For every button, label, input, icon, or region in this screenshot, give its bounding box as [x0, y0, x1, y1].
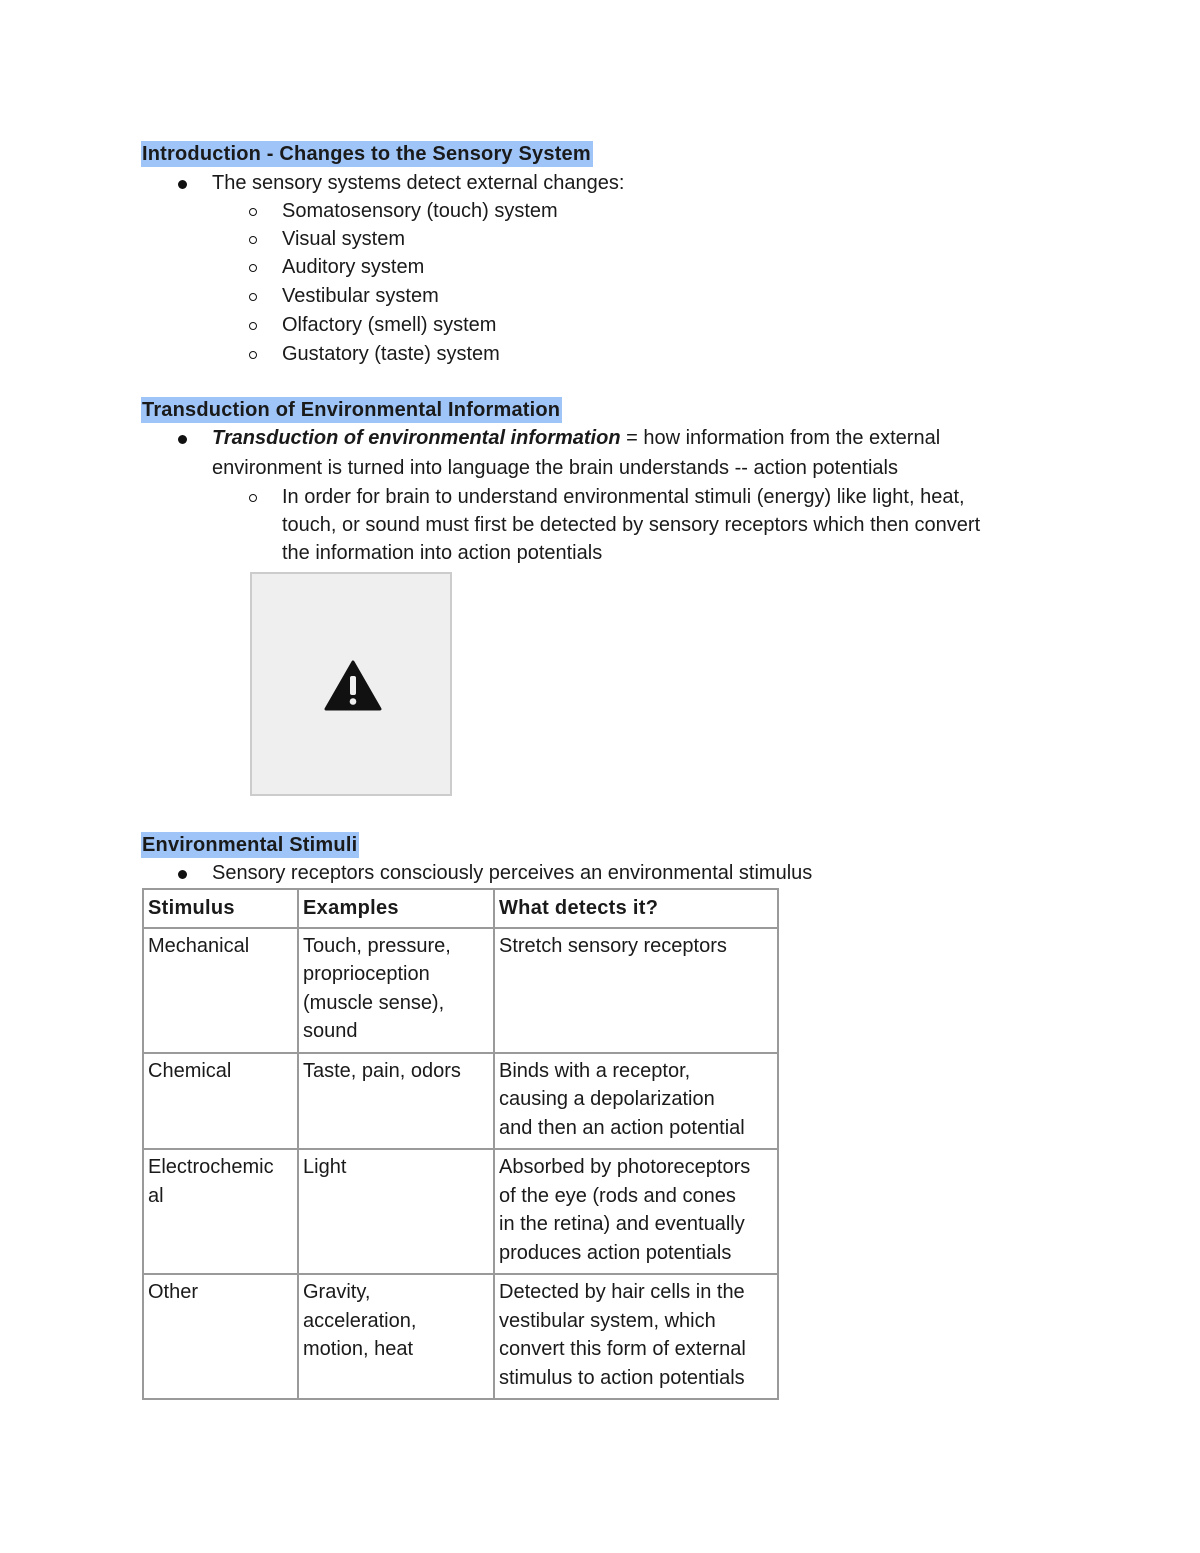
intro-bullet-text: The sensory systems detect external changes:	[212, 172, 625, 194]
table-cell-line: Gravity,	[303, 1281, 371, 1303]
intro-subitem: Somatosensory (touch) system	[282, 200, 558, 222]
transduction-definition: = how information from the external	[620, 427, 941, 449]
transduction-sub-line: touch, or sound must first be detected by sensory receptors which then convert	[282, 514, 981, 536]
bullet-dot	[178, 435, 187, 444]
table-row	[143, 1053, 778, 1150]
bullet-dot	[178, 870, 187, 879]
stimuli-table	[142, 888, 779, 1400]
sub-bullet-circle	[249, 208, 257, 216]
transduction-term: Transduction of environmental information	[212, 427, 621, 449]
table-cell	[494, 1274, 778, 1399]
sub-bullet-circle	[249, 322, 257, 330]
sub-bullet-circle	[249, 236, 257, 244]
table-cell-line: Light	[303, 1156, 347, 1178]
table-cell	[143, 1149, 298, 1274]
intro-subitem: Visual system	[282, 228, 406, 250]
section-heading-transduction: Transduction of Environmental Information	[142, 399, 561, 421]
table-body	[143, 928, 778, 1400]
table-cell	[143, 1274, 298, 1399]
transduction-sub-line: In order for brain to understand environmental stimuli (energy) like light, heat,	[282, 486, 965, 508]
transduction-definition-line2: environment is turned into language the brain understands -- action potentials	[212, 457, 898, 479]
table-cell-line: produces action potentials	[499, 1241, 732, 1264]
bullet-dot	[178, 180, 187, 189]
table-cell-line: Electrochemic	[148, 1156, 274, 1178]
table-cell-line: stimulus to action potentials	[499, 1366, 745, 1389]
table-row	[143, 928, 778, 1053]
table-cell-line: convert this form of external	[499, 1338, 746, 1360]
table-cell	[298, 1274, 494, 1399]
table-cell	[494, 1053, 778, 1150]
transduction-definition-line1	[212, 424, 940, 452]
table-cell-line: sound	[303, 1020, 358, 1042]
table-row	[143, 1274, 778, 1399]
warning-icon	[324, 660, 382, 712]
table-cell-line: Binds with a receptor,	[499, 1059, 691, 1082]
table-cell-line: and then an action potential	[499, 1116, 745, 1139]
table-header-cell: What detects it?	[494, 889, 778, 928]
section-heading-stimuli: Environmental Stimuli	[142, 834, 358, 856]
table-header-row	[143, 889, 778, 928]
table-cell-line: Chemical	[148, 1059, 232, 1082]
table-cell-line: motion, heat	[303, 1338, 414, 1360]
sub-bullet-circle	[249, 293, 257, 301]
table-cell	[298, 1053, 494, 1150]
sub-bullet-circle	[249, 494, 257, 502]
table-cell-line: of the eye (rods and cones	[499, 1184, 736, 1207]
table-cell-line: Mechanical	[148, 934, 250, 957]
table-cell-line: Touch, pressure,	[303, 934, 451, 957]
stimuli-bullet-text: Sensory receptors consciously perceives an environmental stimulus	[212, 862, 813, 884]
table-cell-line: vestibular system, which	[499, 1309, 716, 1332]
table-cell-line: (muscle sense),	[303, 991, 445, 1014]
table-cell-line: Taste, pain, odors	[303, 1059, 461, 1082]
intro-subitem: Gustatory (taste) system	[282, 343, 500, 365]
table-cell-line: Other	[148, 1281, 199, 1303]
table-row	[143, 1149, 778, 1274]
table-cell-line: proprioception	[303, 963, 430, 985]
section-heading-intro: Introduction - Changes to the Sensory System	[142, 143, 591, 165]
sub-bullet-circle	[249, 351, 257, 359]
table-cell-line: al	[148, 1184, 164, 1207]
table-cell-line: causing a depolarization	[499, 1088, 715, 1110]
table-cell-line: Stretch sensory receptors	[499, 934, 727, 957]
table-cell-line: Detected by hair cells in the	[499, 1281, 745, 1303]
sub-bullet-circle	[249, 264, 257, 272]
table-cell-line: Absorbed by photoreceptors	[499, 1156, 751, 1178]
table-cell	[494, 1149, 778, 1274]
table-cell	[298, 1149, 494, 1274]
broken-image-placeholder	[250, 572, 452, 796]
table-header-cell: Examples	[298, 889, 494, 928]
intro-subitem: Auditory system	[282, 256, 425, 278]
intro-subitem: Vestibular system	[282, 285, 439, 307]
table-cell-line: acceleration,	[303, 1309, 417, 1332]
table-header-cell: Stimulus	[143, 889, 298, 928]
table-cell	[143, 1053, 298, 1150]
table-cell-line: in the retina) and eventually	[499, 1213, 745, 1235]
transduction-sub-line: the information into action potentials	[282, 542, 603, 564]
table-cell	[143, 928, 298, 1053]
table-cell	[494, 928, 778, 1053]
table-cell	[298, 928, 494, 1053]
intro-subitem: Olfactory (smell) system	[282, 314, 497, 336]
